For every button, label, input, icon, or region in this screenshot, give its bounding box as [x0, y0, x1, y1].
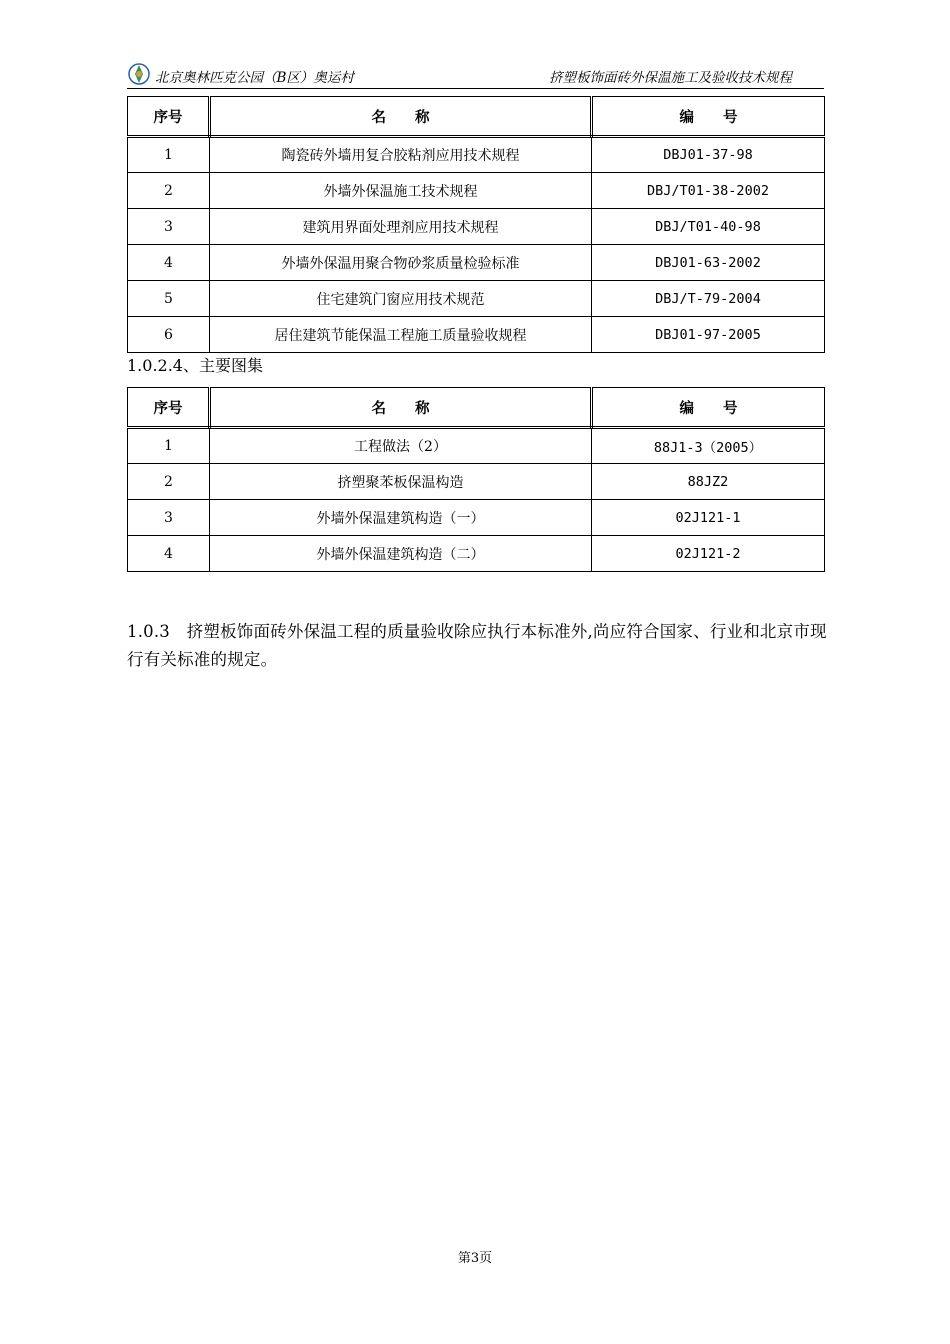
table-row — [128, 137, 825, 173]
header-document-title: 挤塑板饰面砖外保温施工及验收技术规程 — [549, 70, 792, 86]
column-header-number: 序号 — [128, 388, 210, 428]
row-code: DBJ01-37-98 — [592, 137, 825, 173]
row-number: 5 — [128, 281, 210, 317]
row-number: 4 — [128, 245, 210, 281]
row-code: 02J121-2 — [592, 536, 825, 572]
table-row — [128, 428, 825, 464]
row-number: 1 — [128, 137, 210, 173]
standards-table — [127, 96, 825, 353]
table-header-row — [128, 388, 825, 428]
table-row — [128, 536, 825, 572]
row-name: 住宅建筑门窗应用技术规范 — [210, 281, 592, 317]
body-paragraph: 1.0.3 挤塑板饰面砖外保温工程的质量验收除应执行本标准外,尚应符合国家、行业和北京市现行有关标准的规定。 — [127, 621, 827, 669]
row-name: 外墙外保温建筑构造（二） — [210, 536, 592, 572]
row-number: 6 — [128, 317, 210, 353]
row-number: 2 — [128, 464, 210, 500]
row-name: 陶瓷砖外墙用复合胶粘剂应用技术规程 — [210, 137, 592, 173]
section-title: 1.0.2.4、主要图集 — [127, 356, 263, 375]
row-name: 外墙外保温用聚合物砂浆质量检验标准 — [210, 245, 592, 281]
row-code: DBJ/T-79-2004 — [592, 281, 825, 317]
column-header-code: 编 号 — [592, 388, 825, 428]
table-row — [128, 209, 825, 245]
header-project-name: 北京奥林匹克公园（B区）奥运村 — [155, 70, 354, 86]
table-row — [128, 317, 825, 353]
table-row — [128, 281, 825, 317]
row-number: 2 — [128, 173, 210, 209]
row-code: DBJ/T01-40-98 — [592, 209, 825, 245]
table-header-row — [128, 97, 825, 137]
column-header-name: 名 称 — [210, 97, 592, 137]
table-row — [128, 173, 825, 209]
table-row — [128, 464, 825, 500]
row-name: 外墙外保温施工技术规程 — [210, 173, 592, 209]
page-number: 第3页 — [457, 1251, 493, 1266]
table-row — [128, 500, 825, 536]
row-code: DBJ01-97-2005 — [592, 317, 825, 353]
row-name: 建筑用界面处理剂应用技术规程 — [210, 209, 592, 245]
row-name: 工程做法（2） — [210, 428, 592, 464]
column-header-code: 编 号 — [592, 97, 825, 137]
row-name: 外墙外保温建筑构造（一） — [210, 500, 592, 536]
page-header — [127, 62, 824, 89]
row-number: 1 — [128, 428, 210, 464]
row-number: 3 — [128, 500, 210, 536]
column-header-number: 序号 — [128, 97, 210, 137]
row-code: 88JZ2 — [592, 464, 825, 500]
row-name: 挤塑聚苯板保温构造 — [210, 464, 592, 500]
row-code: DBJ01-63-2002 — [592, 245, 825, 281]
row-code: DBJ/T01-38-2002 — [592, 173, 825, 209]
row-number: 3 — [128, 209, 210, 245]
row-name: 居住建筑节能保温工程施工质量验收规程 — [210, 317, 592, 353]
olympic-park-logo-icon — [127, 62, 151, 86]
row-code: 02J121-1 — [592, 500, 825, 536]
atlas-table — [127, 387, 825, 572]
column-header-name: 名 称 — [210, 388, 592, 428]
row-code: 88J1-3（2005） — [592, 428, 825, 464]
row-number: 4 — [128, 536, 210, 572]
table-row — [128, 245, 825, 281]
